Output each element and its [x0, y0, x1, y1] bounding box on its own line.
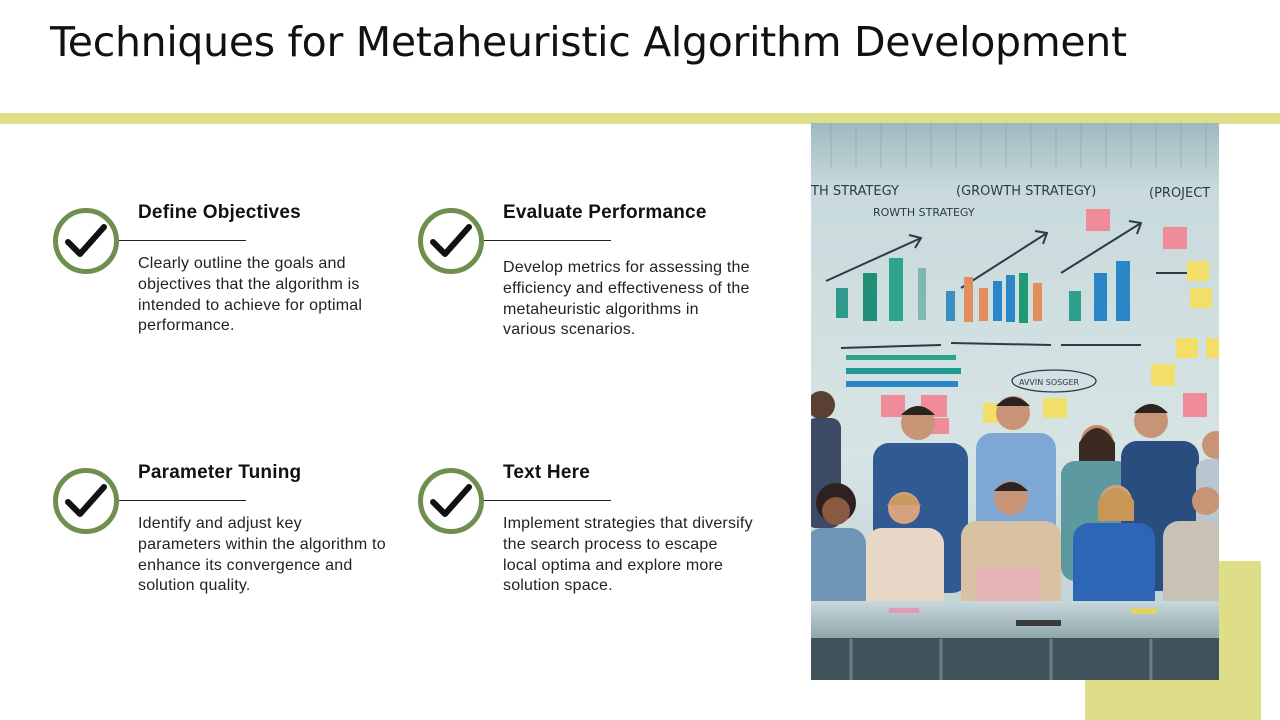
- item-body: Develop metrics for assessing the efficiency and effectiveness of the metaheuristic algorithms in various scenarios.: [503, 259, 750, 339]
- item-evaluate-performance: [418, 202, 750, 408]
- board-label: (GROWTH STRATEGY): [956, 184, 1097, 199]
- checkmark-icon: [418, 208, 484, 274]
- board-label: (PROJECT: [1149, 186, 1211, 201]
- divider-line: [119, 500, 246, 501]
- item-title: Text Here: [503, 462, 590, 483]
- checkmark-icon: [53, 468, 119, 534]
- item-body: Implement strategies that diversify the search process to escape local optima and explore more solution space.: [503, 515, 753, 595]
- item-text-here: [418, 462, 753, 668]
- item-define-objectives: [53, 202, 363, 408]
- item-title: Parameter Tuning: [138, 462, 302, 483]
- item-body: Identify and adjust key parameters within the algorithm to enhance its convergence and solution quality.: [138, 515, 386, 595]
- checkmark-icon: [418, 468, 484, 534]
- item-title: Evaluate Performance: [503, 202, 707, 223]
- checkmark-icon: [53, 208, 119, 274]
- board-label: ROWTH STRATEGY: [873, 206, 975, 219]
- divider-line: [119, 240, 246, 241]
- board-label: TH STRATEGY: [811, 184, 899, 199]
- divider-line: [484, 500, 611, 501]
- item-parameter-tuning: [53, 462, 386, 668]
- board-horizontal-bars: [846, 355, 961, 387]
- item-body: Clearly outline the goals and objectives that the algorithm is intended to achieve for optimal performance.: [138, 255, 363, 335]
- board-label: AVVIN SOSGER: [1019, 378, 1080, 387]
- team-meeting-photo: [811, 123, 1219, 680]
- item-title: Define Objectives: [138, 202, 301, 223]
- slide-title: Techniques for Metaheuristic Algorithm Development: [50, 18, 1127, 66]
- divider-line: [484, 240, 611, 241]
